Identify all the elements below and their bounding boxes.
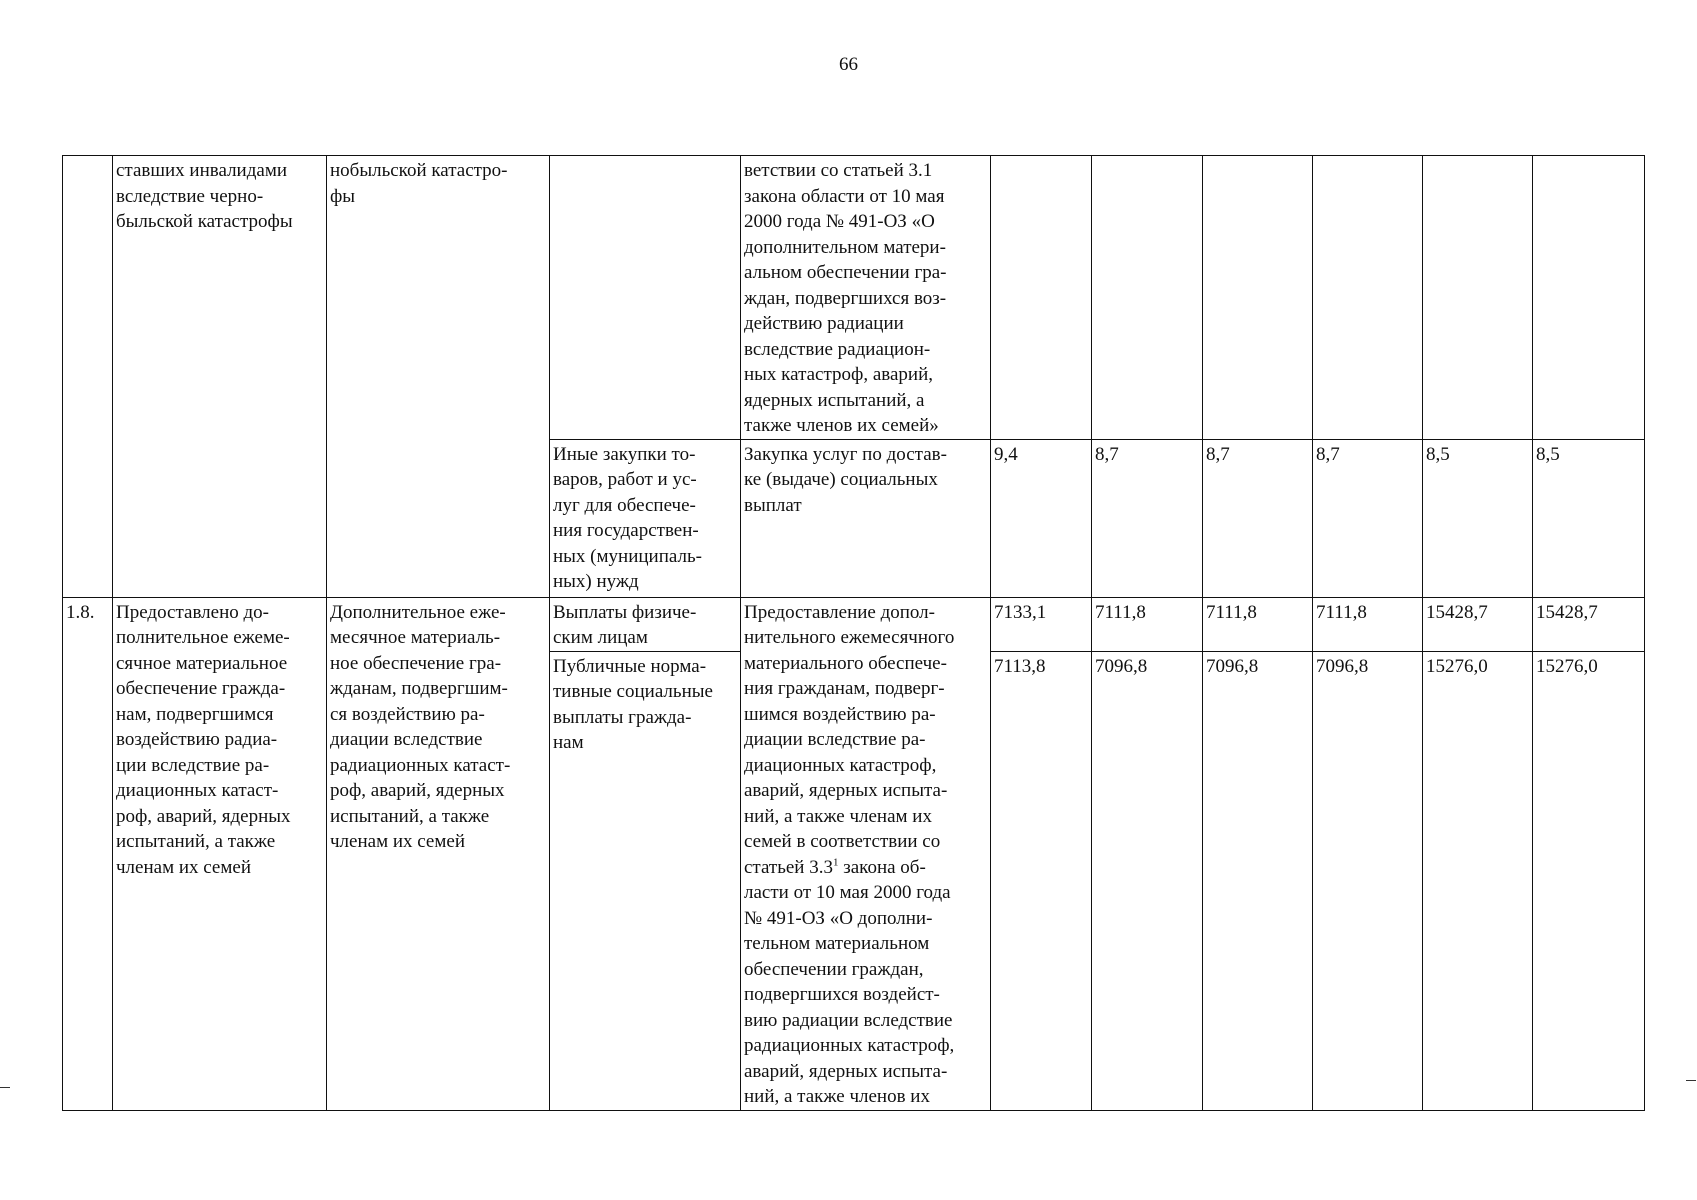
value-cell: 9,4 [991,439,1092,597]
value-cell: 7113,8 [991,651,1092,1110]
description-cell: ветствии со статьей 3.1 закона области от 10 мая 2000 года № 491-ОЗ «О дополнительном матери- альном обеспечении гра- ждан, подвергшихся воз- действию радиации вследствие радиацион- ных катастроф, аварий, ядерных испытаний, а также членов их семей» [741,156,991,440]
value-cell: 8,5 [1533,439,1645,597]
value-cell: 15276,0 [1533,651,1645,1110]
value-cell [991,156,1092,440]
value-cell: 7133,1 [991,597,1092,651]
expense-type-cell [550,156,741,440]
value-cell: 8,5 [1423,439,1533,597]
value-cell: 15276,0 [1423,651,1533,1110]
value-cell: 7096,8 [1313,651,1423,1110]
table-row [63,597,1645,651]
value-cell: 15428,7 [1533,597,1645,651]
expense-type-cell: Иные закупки то- варов, работ и ус- луг для обеспече- ния государствен- ных (муниципаль- ных) нужд [550,439,741,597]
value-cell: 7111,8 [1313,597,1423,651]
scan-mark [1686,1080,1696,1081]
value-cell [1203,156,1313,440]
expense-type-cell: Выплаты физиче- ским лицам [550,597,741,651]
value-cell: 7111,8 [1092,597,1203,651]
task-cell: ставших инвалидами вследствие черно- быльской катастрофы [113,156,327,598]
value-cell: 7111,8 [1203,597,1313,651]
expense-type-cell: Публичные норма- тивные социальные выплаты гражда- нам [550,651,741,1110]
task-cell: Предоставлено до- полнительное ежеме- сячное материальное обеспечение гражда- нам, подвергшимся воздействию радиа- ции вследствие ра- диационных катаст- роф, аварий, ядерных испытаний, а также членам их семей [113,597,327,1110]
scan-mark [0,1087,10,1088]
table-row [63,156,1645,440]
footnote-superscript: 1 [832,856,839,869]
description-text-part: закона об- ласти от 10 мая 2000 года № 491-ОЗ «О дополни- тельном материальном обеспечении граждан, подвергшихся воздейст- вию радиации вследствие радиационных катастроф, аварий, ядерных испыта- ний, а также членов их [744,856,955,1107]
value-cell [1092,156,1203,440]
value-cell: 7096,8 [1092,651,1203,1110]
value-cell: 7096,8 [1203,651,1313,1110]
row-number-cell [63,156,113,598]
description-cell [741,597,991,1110]
page-number: 66 [839,54,858,75]
description-text-part: Предоставление допол- нительного ежемесячного материального обеспече- ния гражданам, подверг- шимся воздействию ра- диации вследствие ра- диационных катастроф, аварий, ядерных испыта- ний, а также членам их семей в соответствии со статьей 3.3 [744,601,955,878]
value-cell [1423,156,1533,440]
event-cell: нобыльской катастро- фы [327,156,550,598]
description-cell: Закупка услуг по достав- ке (выдаче) социальных выплат [741,439,991,597]
row-number-cell: 1.8. [63,597,113,1110]
value-cell [1313,156,1423,440]
value-cell: 8,7 [1092,439,1203,597]
value-cell: 8,7 [1313,439,1423,597]
value-cell: 8,7 [1203,439,1313,597]
value-cell: 15428,7 [1423,597,1533,651]
budget-table [62,155,1645,1111]
event-cell: Дополнительное еже- месячное материаль- ное обеспечение гра- жданам, подвергшим- ся воздействию ра- диации вследствие радиационных катаст- роф, аварий, ядерных испытаний, а также членам их семей [327,597,550,1110]
value-cell [1533,156,1645,440]
